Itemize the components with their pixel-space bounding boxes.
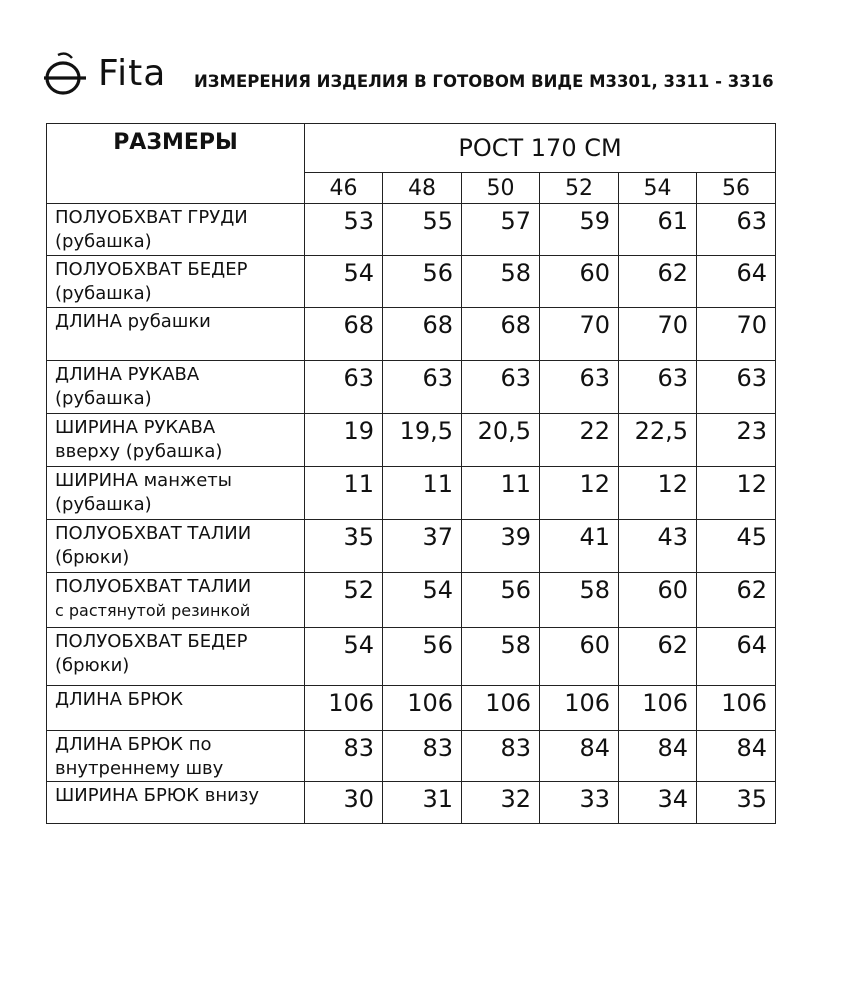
- value-cell: 68: [305, 308, 383, 361]
- value-cell: 63: [540, 361, 619, 414]
- parameter-line1: ПОЛУОБХВАТ ТАЛИИ: [55, 576, 252, 597]
- value-cell: 58: [462, 256, 540, 308]
- value-cell: 52: [305, 573, 383, 628]
- value-cell: 19: [305, 414, 383, 467]
- value-cell: 58: [540, 573, 619, 628]
- value-cell: 12: [540, 467, 619, 520]
- table-row: [47, 520, 776, 573]
- value-cell: 61: [619, 204, 697, 256]
- document-title: ИЗМЕРЕНИЯ ИЗДЕЛИЯ В ГОТОВОМ ВИДЕ М3301, 3311 - 3316: [194, 72, 774, 91]
- value-cell: 39: [462, 520, 540, 573]
- value-cell: 63: [383, 361, 462, 414]
- brand-logo: [44, 52, 194, 96]
- value-cell: 33: [540, 782, 619, 824]
- size-header-46: 46: [305, 173, 383, 204]
- growth-header: РОСТ 170 СМ: [305, 124, 776, 173]
- value-cell: 106: [305, 686, 383, 731]
- parameter-label: [47, 573, 305, 628]
- parameter-label: [47, 731, 305, 782]
- value-cell: 63: [462, 361, 540, 414]
- value-cell: 11: [305, 467, 383, 520]
- value-cell: 62: [697, 573, 776, 628]
- parameter-line1: ДЛИНА РУКАВА: [55, 364, 200, 385]
- parameter-line1: ПОЛУОБХВАТ БЕДЕР: [55, 259, 248, 280]
- parameter-line1: ПОЛУОБХВАТ ГРУДИ: [55, 207, 248, 228]
- parameter-line2: внутреннему шву: [55, 758, 224, 779]
- value-cell: 84: [697, 731, 776, 782]
- parameter-label: [47, 782, 305, 824]
- brand-name: Fita: [98, 53, 167, 94]
- parameter-label: [47, 414, 305, 467]
- value-cell: 68: [383, 308, 462, 361]
- parameter-line2: с растянутой резинкой: [55, 601, 251, 620]
- value-cell: 83: [305, 731, 383, 782]
- table-row: [47, 308, 776, 361]
- size-chart-table: [46, 123, 776, 824]
- parameter-line2: (рубашка): [55, 231, 152, 252]
- parameter-line1: ДЛИНА рубашки: [55, 311, 211, 332]
- size-header-52: 52: [540, 173, 619, 204]
- table-row: [47, 256, 776, 308]
- parameter-label: [47, 628, 305, 686]
- parameter-line1: ШИРИНА манжеты: [55, 470, 232, 491]
- parameter-line2: (рубашка): [55, 388, 152, 409]
- table-row: [47, 628, 776, 686]
- value-cell: 54: [305, 256, 383, 308]
- value-cell: 60: [619, 573, 697, 628]
- fita-logo-icon: [44, 52, 86, 96]
- value-cell: 54: [383, 573, 462, 628]
- parameter-line2: (рубашка): [55, 283, 152, 304]
- value-cell: 41: [540, 520, 619, 573]
- table-row: [47, 467, 776, 520]
- parameter-line1: ШИРИНА БРЮК внизу: [55, 785, 260, 806]
- sizes-header: РАЗМЕРЫ: [47, 124, 305, 204]
- value-cell: 63: [697, 361, 776, 414]
- table-row: [47, 686, 776, 731]
- value-cell: 106: [697, 686, 776, 731]
- value-cell: 59: [540, 204, 619, 256]
- value-cell: 84: [540, 731, 619, 782]
- value-cell: 56: [462, 573, 540, 628]
- parameter-line1: ПОЛУОБХВАТ ТАЛИИ: [55, 523, 252, 544]
- value-cell: 56: [383, 628, 462, 686]
- parameter-line1: ДЛИНА БРЮК по: [55, 734, 212, 755]
- value-cell: 56: [383, 256, 462, 308]
- value-cell: 22: [540, 414, 619, 467]
- value-cell: 54: [305, 628, 383, 686]
- value-cell: 20,5: [462, 414, 540, 467]
- value-cell: 35: [697, 782, 776, 824]
- parameter-label: [47, 204, 305, 256]
- value-cell: 31: [383, 782, 462, 824]
- parameter-label: [47, 361, 305, 414]
- parameter-line2: (брюки): [55, 547, 130, 568]
- parameter-line2: (брюки): [55, 655, 130, 676]
- size-header-54: 54: [619, 173, 697, 204]
- parameter-label: [47, 467, 305, 520]
- value-cell: 37: [383, 520, 462, 573]
- value-cell: 62: [619, 256, 697, 308]
- parameter-label: [47, 308, 305, 361]
- parameter-line1: ДЛИНА БРЮК: [55, 689, 184, 710]
- parameter-line1: ПОЛУОБХВАТ БЕДЕР: [55, 631, 248, 652]
- measurement-rows: [47, 204, 776, 824]
- table-row: [47, 573, 776, 628]
- value-cell: 62: [619, 628, 697, 686]
- value-cell: 84: [619, 731, 697, 782]
- table-row: [47, 204, 776, 256]
- value-cell: 64: [697, 628, 776, 686]
- value-cell: 64: [697, 256, 776, 308]
- value-cell: 58: [462, 628, 540, 686]
- value-cell: 12: [697, 467, 776, 520]
- value-cell: 22,5: [619, 414, 697, 467]
- value-cell: 83: [383, 731, 462, 782]
- value-cell: 106: [619, 686, 697, 731]
- value-cell: 43: [619, 520, 697, 573]
- value-cell: 68: [462, 308, 540, 361]
- value-cell: 11: [462, 467, 540, 520]
- parameter-line2: (рубашка): [55, 494, 152, 515]
- value-cell: 60: [540, 256, 619, 308]
- table-row: [47, 731, 776, 782]
- value-cell: 30: [305, 782, 383, 824]
- table-row: [47, 782, 776, 824]
- value-cell: 70: [540, 308, 619, 361]
- value-cell: 70: [697, 308, 776, 361]
- value-cell: 11: [383, 467, 462, 520]
- value-cell: 106: [540, 686, 619, 731]
- value-cell: 60: [540, 628, 619, 686]
- value-cell: 19,5: [383, 414, 462, 467]
- value-cell: 34: [619, 782, 697, 824]
- value-cell: 63: [619, 361, 697, 414]
- value-cell: 45: [697, 520, 776, 573]
- value-cell: 83: [462, 731, 540, 782]
- value-cell: 70: [619, 308, 697, 361]
- parameter-line2: вверху (рубашка): [55, 441, 223, 462]
- size-header-56: 56: [697, 173, 776, 204]
- value-cell: 12: [619, 467, 697, 520]
- size-header-50: 50: [462, 173, 540, 204]
- table-row: [47, 414, 776, 467]
- value-cell: 35: [305, 520, 383, 573]
- value-cell: 63: [697, 204, 776, 256]
- parameter-label: [47, 256, 305, 308]
- table-row: [47, 361, 776, 414]
- parameter-label: [47, 686, 305, 731]
- value-cell: 55: [383, 204, 462, 256]
- value-cell: 57: [462, 204, 540, 256]
- value-cell: 63: [305, 361, 383, 414]
- value-cell: 23: [697, 414, 776, 467]
- value-cell: 32: [462, 782, 540, 824]
- value-cell: 53: [305, 204, 383, 256]
- parameter-label: [47, 520, 305, 573]
- value-cell: 106: [462, 686, 540, 731]
- value-cell: 106: [383, 686, 462, 731]
- size-header-48: 48: [383, 173, 462, 204]
- parameter-line1: ШИРИНА РУКАВА: [55, 417, 216, 438]
